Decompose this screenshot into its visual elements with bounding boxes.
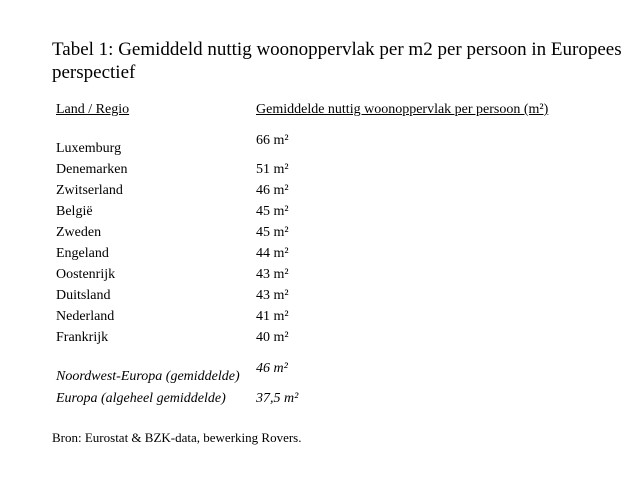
table-row-land: Zwitserland (56, 183, 123, 198)
summary-row-land: Europa (algeheel gemiddelde) (56, 391, 226, 406)
table-row-land: Zweden (56, 225, 102, 240)
table-row-value: 66 m² (256, 133, 289, 148)
summary-row-land: Noordwest-Europa (gemiddelde) (56, 369, 240, 384)
table-row-land: Frankrijk (56, 330, 109, 345)
table-row-land: Engeland (56, 246, 109, 261)
table-row-value: 46 m² (256, 183, 289, 198)
table-row-value: 43 m² (256, 267, 289, 282)
table-row-land: Luxemburg (56, 141, 122, 156)
source-note: Bron: Eurostat & BZK-data, bewerking Rovers. (52, 430, 302, 445)
table-row-value: 51 m² (256, 162, 289, 177)
table-row-land: Nederland (56, 309, 115, 324)
column-header-value: Gemiddelde nuttig woonoppervlak per persoon (m²) (256, 102, 549, 117)
table-row-land: België (56, 204, 93, 219)
table-row-value: 45 m² (256, 204, 289, 219)
table-row-value: 45 m² (256, 225, 289, 240)
summary-row-value: 46 m² (256, 361, 288, 376)
table-row-value: 44 m² (256, 246, 289, 261)
table-row-land: Denemarken (56, 162, 128, 177)
column-header-land: Land / Regio (56, 102, 130, 117)
table-row-value: 40 m² (256, 330, 289, 345)
table-row-land: Oostenrijk (56, 267, 116, 282)
table-title: Tabel 1: Gemiddeld nuttig woonoppervlak per m2 per persoon in Europees perspectief (52, 39, 622, 83)
table-row-land: Duitsland (56, 288, 111, 303)
summary-row-value: 37,5 m² (256, 391, 299, 406)
table-row-value: 43 m² (256, 288, 289, 303)
table-row-value: 41 m² (256, 309, 289, 324)
